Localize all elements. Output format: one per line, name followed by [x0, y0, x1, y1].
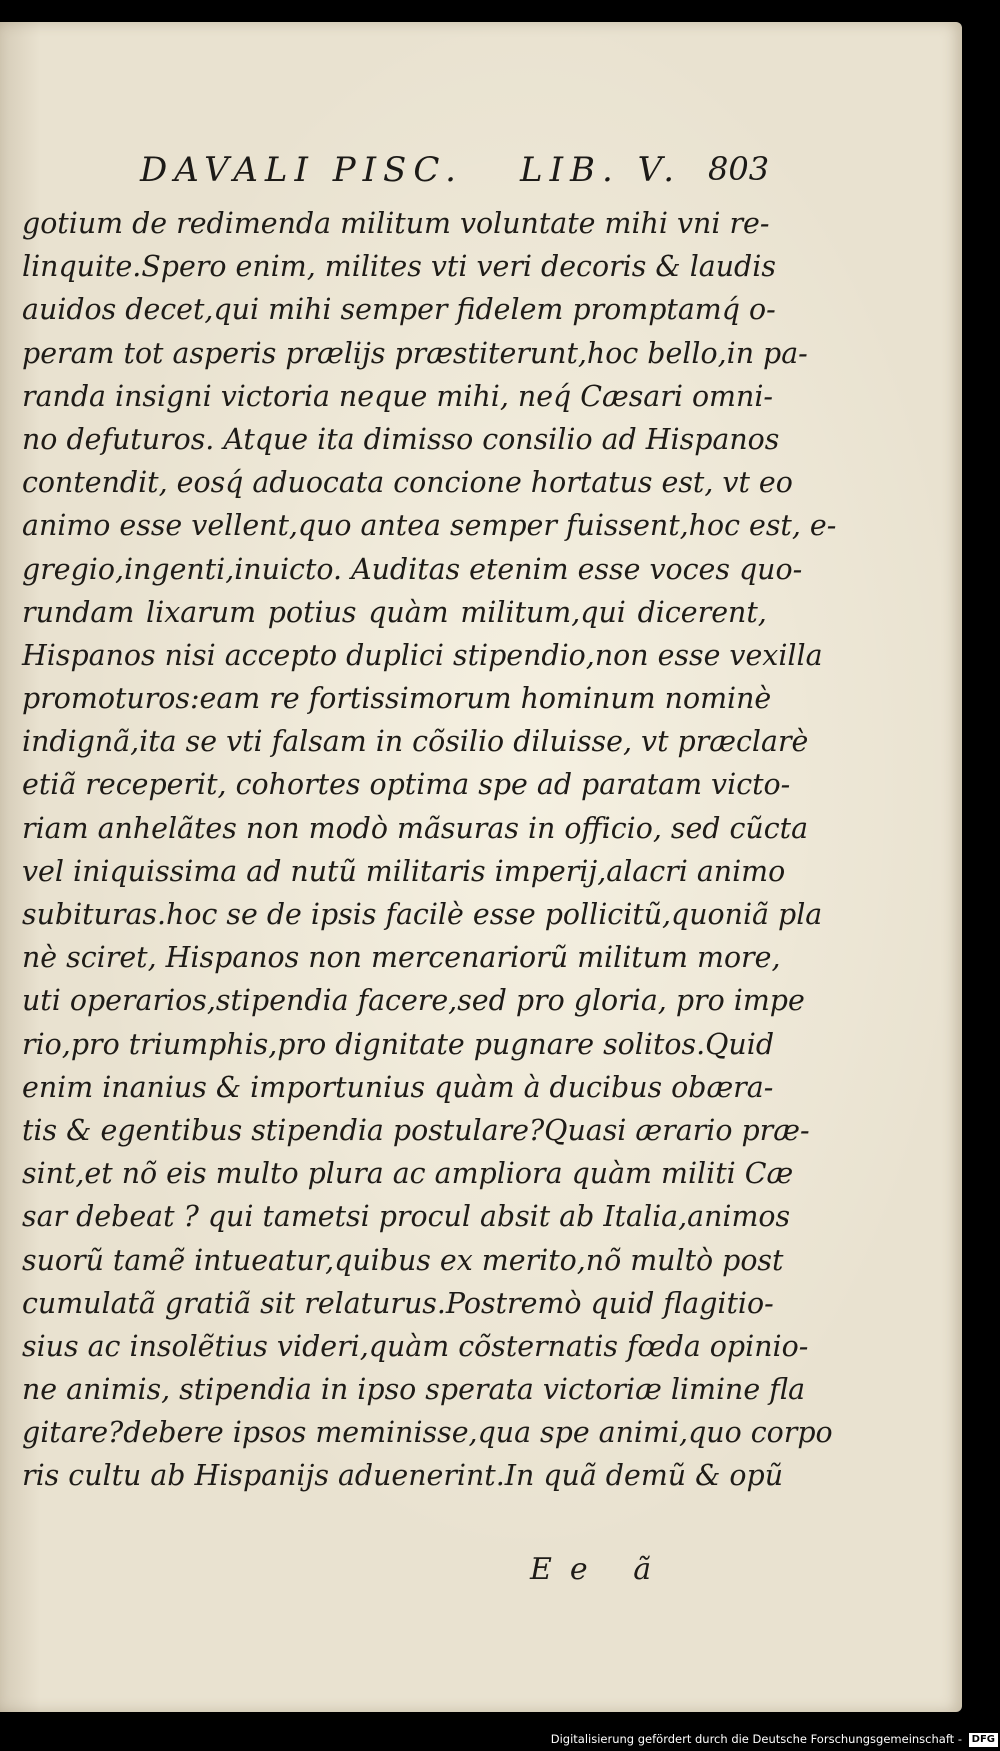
- running-head-title: DAVALI PISC.: [140, 150, 463, 190]
- text-line: randa insigni victoria neque mihi, neq́ Cæsari omni-: [22, 378, 774, 413]
- book-page: [0, 22, 962, 1712]
- text-line: enim inanius & importunius quàm à ducibus obæra-: [22, 1069, 774, 1104]
- text-line: indignã,ita se vti falsam in cõsilio diluisse, vt præclarè: [22, 724, 809, 759]
- text-line: sar debeat ? qui tametsi procul absit ab Italia,animos: [22, 1199, 791, 1234]
- text-line: linquite.Spero enim, milites vti veri decoris & laudis: [22, 249, 776, 284]
- text-line: nè sciret, Hispanos non mercenariorũ militum more,: [22, 940, 781, 975]
- text-line: promoturos:eam re fortissimorum hominum nominè: [22, 681, 772, 716]
- text-line: animo esse vellent,quo antea semper fuissent,hoc est, e-: [22, 508, 837, 543]
- text-line: riam anhelãtes non modò mãsuras in officio, sed cũcta: [22, 810, 809, 845]
- text-line: etiã receperit, cohortes optima spe ad paratam victo-: [22, 767, 791, 802]
- signature-mark: Ee ã: [530, 1552, 670, 1587]
- text-line: gotium de redimenda militum voluntate mihi vni re-: [22, 206, 770, 240]
- text-line: gitare?debere ipsos meminisse,qua spe animi,quo corpo: [22, 1415, 833, 1450]
- body-text: [22, 202, 837, 1498]
- text-line: vel iniquissima ad nutũ militaris imperij,alacri animo: [22, 853, 786, 888]
- text-line: rio,pro triumphis,pro dignitate pugnare solitos.Quid: [22, 1026, 775, 1061]
- text-line: ris cultu ab Hispanijs aduenerint.In quã demũ & opũ: [22, 1458, 784, 1493]
- text-line: peram tot asperis prælijs præstiterunt,hoc bello,in pa-: [22, 335, 808, 370]
- text-line: rundam lixarum potius quàm militum,qui dicerent,: [22, 594, 767, 629]
- text-line: ne animis, stipendia in ipso sperata victoriæ limine fla: [22, 1372, 806, 1407]
- text-line: sius ac insolẽtius videri,quàm cõsternatis fœda opinio-: [22, 1328, 809, 1363]
- text-line: auidos decet,qui mihi semper fidelem promptamq́ o-: [22, 292, 776, 327]
- text-line: gregio,ingenti,inuicto. Auditas etenim esse voces quo-: [22, 551, 803, 586]
- text-line: no defuturos. Atque ita dimisso consilio ad Hispanos: [22, 421, 780, 456]
- credit-text: Digitalisierung gefördert durch die Deutsche Forschungsgemeinschaft -: [550, 1732, 962, 1746]
- dfg-logo: DFG: [969, 1733, 998, 1747]
- text-line: tis & egentibus stipendia postulare?Quasi ærario præ-: [22, 1112, 810, 1147]
- text-line: suorũ tamẽ intueatur,quibus ex merito,nõ multò post: [22, 1242, 784, 1277]
- page-number: 803: [708, 150, 770, 188]
- running-head-book: LIB. V.: [520, 150, 682, 190]
- text-line: Hispanos nisi accepto duplici stipendio,non esse vexilla: [22, 637, 823, 672]
- text-line: sint,et nõ eis multo plura ac ampliora quàm militi Cæ: [22, 1156, 794, 1191]
- running-head: [140, 150, 950, 200]
- text-line: subituras.hoc se de ipsis facilè esse pollicitũ,quoniã pla: [22, 897, 823, 931]
- digitization-credit: [551, 1729, 998, 1749]
- text-line: uti operarios,stipendia facere,sed pro gloria, pro impe: [22, 983, 805, 1018]
- text-line: contendit, eosq́ aduocata concione hortatus est, vt eo: [22, 465, 793, 500]
- text-line: cumulatã gratiã sit relaturus.Postremò quid flagitio-: [22, 1285, 774, 1320]
